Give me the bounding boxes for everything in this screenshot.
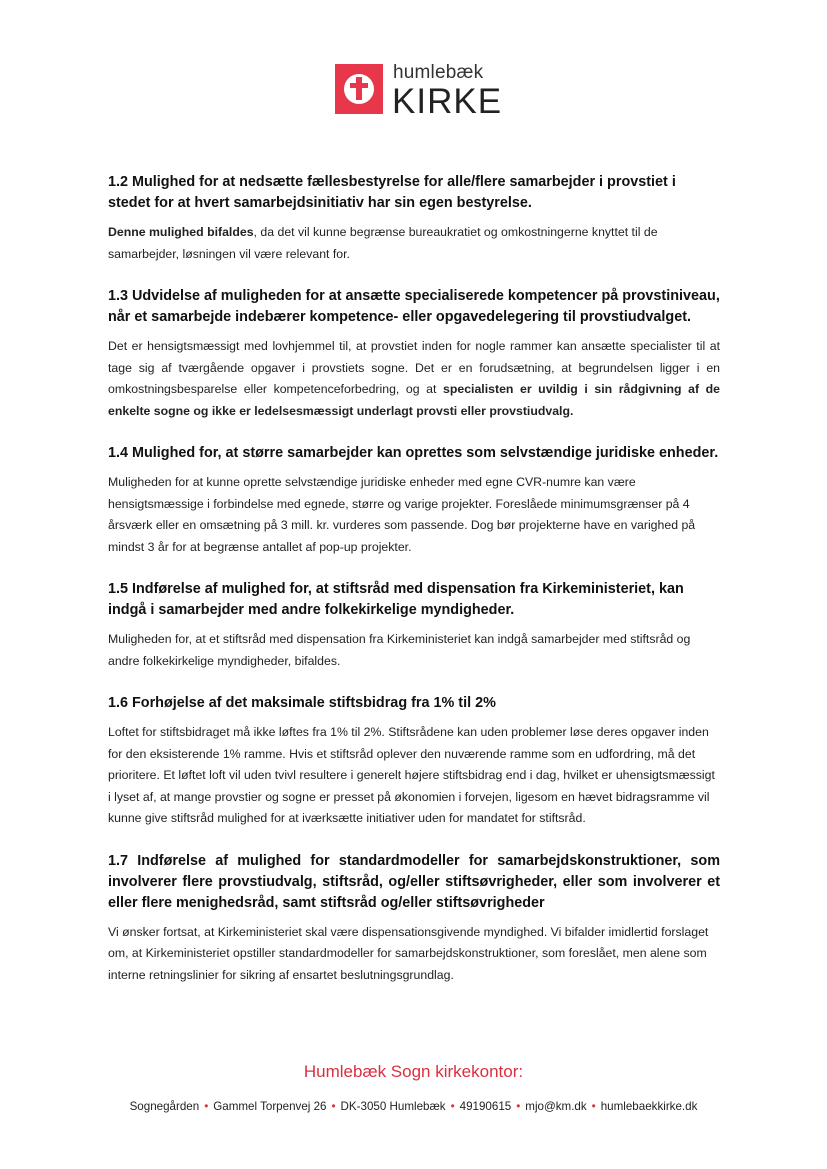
- section-paragraph: Muligheden for at kunne oprette selvstændige juridiske enheder med egne CVR-numre kan være hensigtsmæssige i forbindelse med egnede, større og varige projekter. Foreslåede minimumsgrænser på 4 årsværk eller en omsætning på 3 mill. kr. vurderes som passende. Dog bør projekterne have en varighed på mindst 3 år for at begrænse antallet af pop-up projekter.: [108, 475, 696, 554]
- footer-item-website[interactable]: humlebaekkirke.dk: [600, 1100, 698, 1113]
- section-paragraph: Vi ønsker fortsat, at Kirkeministeriet skal være dispensationsgivende myndighed. Vi bifalder imidlertid forslaget om, at Kirkeministeriet opstiller standardmodeller for samarbejdskonstruktioner, som foreslået, men alene som interne retningslinier for sikring af ensartet beslutningsgrundlag.: [108, 924, 709, 982]
- paragraph-text: Det er hensigtsmæssigt med lovhjemmel til, at provstiet inden for nogle rammer kan ansætte specialister til at tage sig af tværgående opgaver i provstiets sogne. Det er en forudsætning, at begrundelsen ligger i en omkostningsbesparelse eller kompetenceforbedring, og at: [108, 339, 720, 396]
- section-1-2: [108, 172, 720, 265]
- logo: [335, 62, 503, 122]
- tail-bold: specialisten er uvildig i sin rådgivning af de enkelte sogne og ikke er ledelsesmæssigt underlagt provsti eller provstiudvalg.: [108, 382, 720, 418]
- footer-title: Humlebæk Sogn kirkekontor:: [303, 1062, 524, 1081]
- section-heading: 1.7 Indførelse af mulighed for standardmodeller for samarbejdskonstruktioner, som involverer flere provstiudvalg, stiftsråd, og/eller stiftsøvrigheder, eller som involverer et eller flere menighedsråd, samt stiftsråd og/eller stiftsøvrigheder: [108, 852, 720, 911]
- section-1-6: [108, 693, 720, 830]
- section-paragraph: [108, 222, 720, 265]
- logo-line-2: KIRKE: [392, 82, 503, 121]
- section-heading: 1.4 Mulighed for, at større samarbejder kan oprettes som selvstændige juridiske enheder.: [108, 445, 719, 461]
- separator-dot: •: [516, 1100, 521, 1113]
- footer-item-email[interactable]: mjo@km.dk: [525, 1100, 587, 1113]
- section-heading: 1.6 Forhøjelse af det maksimale stiftsbidrag fra 1% til 2%: [108, 695, 496, 711]
- section-paragraph: Muligheden for, at et stiftsråd med dispensation fra Kirkeministeriet kan indgå samarbejder med stiftsråd og andre folkekirkelige myndigheder, bifaldes.: [108, 632, 691, 668]
- section-1-7: [108, 851, 720, 987]
- separator-dot: •: [450, 1100, 455, 1113]
- footer-item-address-name: Sognegården: [129, 1100, 200, 1113]
- section-paragraph: Loftet for stiftsbidraget må ikke løftes fra 1% til 2%. Stiftsrådene kan uden problemer løse deres opgaver inden for den eksisterende 1% ramme. Hvis et stiftsråd oplever den nuværende ramme som en udfordring, må det prioritere. Et løftet loft vil uden tvivl resultere i generelt højere stiftsbidrag end i dag, hvilket er uhensigtsmæssigt i lyset af, at mange provstier og sogne er presset på økonomien i forvejen, ligesom en hævet bidragsramme vil kunne give stiftsråd mulighed for at iværksætte initiativer uden for mandatet for stiftsråd.: [108, 725, 715, 825]
- separator-dot: •: [331, 1100, 336, 1113]
- footer-contact-line: [0, 1100, 827, 1113]
- section-heading: 1.2 Mulighed for at nedsætte fællesbestyrelse for alle/flere samarbejder i provstiet i stedet for at hvert samarbejdsinitiativ har sin egen bestyrelse.: [108, 174, 676, 211]
- logo-mark: [335, 64, 383, 114]
- lead-bold: Denne mulighed bifaldes: [108, 225, 254, 239]
- footer-item-street: Gammel Torpenvej 26: [213, 1100, 327, 1113]
- logo-line-1: humlebæk: [393, 62, 484, 83]
- section-1-3: [108, 286, 720, 422]
- footer-item-postal: DK-3050 Humlebæk: [340, 1100, 446, 1113]
- section-1-5: [108, 579, 720, 672]
- cross-circle-icon: [335, 64, 383, 114]
- separator-dot: •: [204, 1100, 209, 1113]
- paragraph-text: , da det vil kunne begrænse bureaukratiet og omkostningerne knyttet til de samarbejder, løsningen vil være relevant for.: [108, 225, 658, 261]
- section-heading: 1.3 Udvidelse af muligheden for at ansætte specialiserede kompetencer på provstiniveau, når et samarbejde indebærer kompetence- eller opgavedelegering til provstiudvalget.: [108, 288, 720, 325]
- section-1-4: [108, 443, 720, 558]
- separator-dot: •: [591, 1100, 596, 1113]
- footer-item-phone: 49190615: [459, 1100, 512, 1113]
- section-paragraph: [108, 336, 720, 422]
- document-body: [108, 172, 720, 1007]
- section-heading: 1.5 Indførelse af mulighed for, at stiftsråd med dispensation fra Kirkeministeriet, kan indgå i samarbejder med andre folkekirkelige myndigheder.: [108, 581, 684, 618]
